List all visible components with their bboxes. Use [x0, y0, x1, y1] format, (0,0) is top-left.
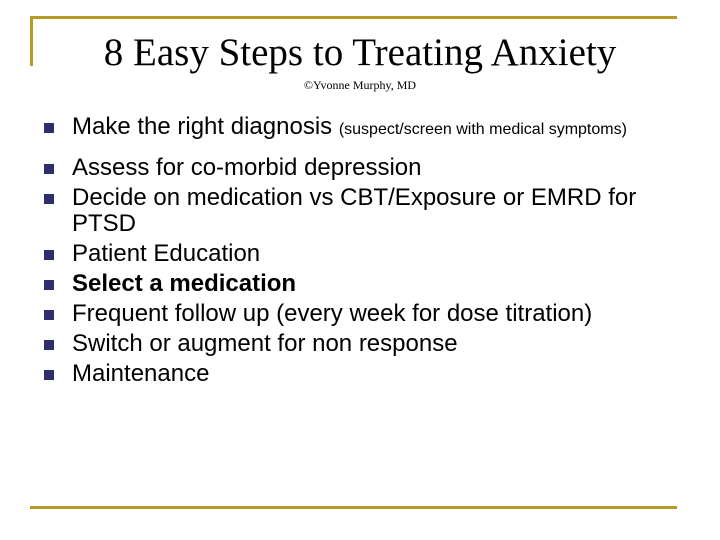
- bullet-item: [44, 155, 684, 181]
- bullet-item: [44, 331, 684, 357]
- bullet-text: Make the right diagnosis: [72, 113, 333, 140]
- bottom-rule: [30, 506, 677, 509]
- bullet-item: [44, 271, 684, 297]
- bullet-item: [44, 361, 684, 387]
- bullet-text: Maintenance: [72, 360, 210, 387]
- square-bullet-icon: [44, 164, 54, 174]
- square-bullet-icon: [44, 250, 54, 260]
- bullet-list: [44, 114, 684, 391]
- bullet-text: Patient Education: [72, 240, 261, 267]
- slide-title: 8 Easy Steps to Treating Anxiety: [103, 31, 617, 74]
- bullet-text: Select a medication: [72, 270, 297, 297]
- bullet-text: Decide on medication vs CBT/Exposure or EMRD for PTSD: [72, 184, 637, 237]
- square-bullet-icon: [44, 280, 54, 290]
- slide-subtitle: ©Yvonne Murphy, MD: [303, 78, 417, 92]
- bullet-item: [44, 301, 684, 327]
- square-bullet-icon: [44, 370, 54, 380]
- bullet-text: Switch or augment for non response: [72, 330, 458, 357]
- bullet-text: Frequent follow up (every week for dose titration): [72, 300, 593, 327]
- bullet-item: [44, 114, 684, 143]
- bullet-item: [44, 185, 684, 237]
- top-rule: [30, 16, 677, 19]
- bullet-item: [44, 241, 684, 267]
- square-bullet-icon: [44, 123, 54, 133]
- square-bullet-icon: [44, 340, 54, 350]
- bullet-text: Assess for co-morbid depression: [72, 154, 422, 181]
- square-bullet-icon: [44, 194, 54, 204]
- bullet-note: (suspect/screen with medical symptoms): [338, 121, 627, 138]
- square-bullet-icon: [44, 310, 54, 320]
